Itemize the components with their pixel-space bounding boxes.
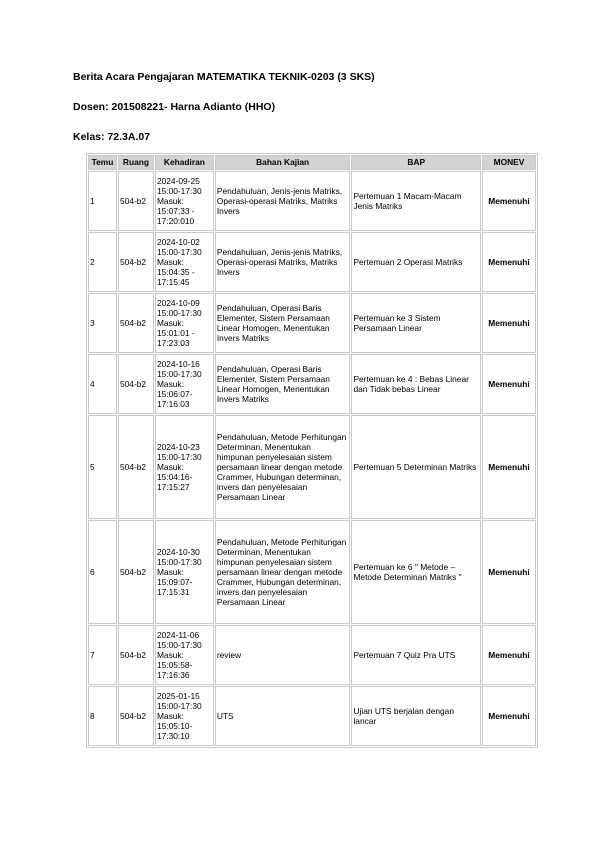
column-header-kehadiran: Kehadiran	[155, 155, 214, 170]
room-cell: 504-b2	[118, 293, 154, 353]
bap-cell: Pertemuan 5 Determinan Matriks	[351, 415, 481, 519]
class-heading: Kelas: 72.3A.07	[73, 131, 151, 143]
monev-cell: Memenuhi	[482, 171, 536, 231]
attendance-cell: 2024-10-30 15:00-17:30 Masuk: 15:09:07- 17:15:31	[155, 520, 214, 624]
monev-cell: Memenuhi	[482, 354, 536, 414]
material-cell: Pendahuluan, Jenis-jenis Matriks, Operasi-operasi Matriks, Matriks Invers	[215, 171, 351, 231]
attendance-cell: 2024-10-02 15:00-17:30 Masuk: 15:04:35 - 17:15:45	[155, 232, 214, 292]
material-cell: Pendahuluan, Metode Perhitungan Determinan, Menentukan himpunan penyelesaian sistem persamaan linear dengan metode Crammer, Hubungan determinan, invers dan penyelesaian Persamaan Linear	[215, 415, 351, 519]
material-cell: review	[215, 625, 351, 685]
bap-cell: Pertemuan ke 3 Sistem Persamaan Linear	[351, 293, 481, 353]
table-row	[88, 232, 536, 292]
attendance-cell: 2024-09-25 15:00-17:30 Masuk: 15:07:33 - 17:20:010	[155, 171, 214, 231]
bap-cell: Pertemuan 7 Quiz Pra UTS	[351, 625, 481, 685]
room-cell: 504-b2	[118, 686, 154, 746]
meeting-number-cell: 6	[88, 520, 117, 624]
table-row	[88, 686, 536, 746]
material-cell: UTS	[215, 686, 351, 746]
attendance-cell: 2024-10-16 15:00-17:30 Masuk: 15:06:07- 17:16:03	[155, 354, 214, 414]
table-row	[88, 171, 536, 231]
monev-cell: Memenuhi	[482, 232, 536, 292]
meeting-number-cell: 7	[88, 625, 117, 685]
room-cell: 504-b2	[118, 232, 154, 292]
bap-cell: Ujian UTS berjalan dengan lancar	[351, 686, 481, 746]
table-header-row	[88, 155, 536, 170]
monev-cell: Memenuhi	[482, 293, 536, 353]
column-header-bap: BAP	[351, 155, 481, 170]
bap-cell: Pertemuan ke 4 : Bebas Linear dan Tidak bebas Linear	[351, 354, 481, 414]
monev-cell: Memenuhi	[482, 686, 536, 746]
monev-cell: Memenuhi	[482, 415, 536, 519]
meeting-number-cell: 1	[88, 171, 117, 231]
room-cell: 504-b2	[118, 415, 154, 519]
bap-cell: Pertemuan 2 Operasi Matriks	[351, 232, 481, 292]
meeting-number-cell: 5	[88, 415, 117, 519]
meeting-number-cell: 2	[88, 232, 117, 292]
column-header-bahan-kajian: Bahan Kajian	[215, 155, 351, 170]
column-header-ruang: Ruang	[118, 155, 154, 170]
meeting-number-cell: 8	[88, 686, 117, 746]
table-row	[88, 293, 536, 353]
teaching-record-table	[86, 153, 538, 748]
monev-cell: Memenuhi	[482, 625, 536, 685]
room-cell: 504-b2	[118, 354, 154, 414]
table-row	[88, 415, 536, 519]
bap-cell: Pertemuan ke 6 " Metode – Metode Determinan Matriks "	[351, 520, 481, 624]
lecturer-heading: Dosen: 201508221- Harna Adianto (HHO)	[73, 101, 276, 113]
attendance-cell: 2024-11-06 15:00-17:30 Masuk: 15:05:58- 17:16:36	[155, 625, 214, 685]
attendance-cell: 2024-10-23 15:00-17:30 Masuk: 15:04:16- 17:15:27	[155, 415, 214, 519]
meeting-number-cell: 4	[88, 354, 117, 414]
material-cell: Pendahuluan, Operasi Baris Elementer, Sistem Persamaan Linear Homogen, Menentukan Invers Matriks	[215, 293, 351, 353]
bap-cell: Pertemuan 1 Macam-Macam Jenis Matriks	[351, 171, 481, 231]
room-cell: 504-b2	[118, 520, 154, 624]
room-cell: 504-b2	[118, 625, 154, 685]
attendance-cell: 2025-01-15 15:00-17:30 Masuk: 15:05:10- 17:30:10	[155, 686, 214, 746]
attendance-cell: 2024-10-09 15:00-17:30 Masuk: 15:01:01 - 17:23:03	[155, 293, 214, 353]
room-cell: 504-b2	[118, 171, 154, 231]
table-row	[88, 625, 536, 685]
material-cell: Pendahuluan, Metode Perhitungan Determinan, Menentukan himpunan penyelesaian sistem persamaan linear dengan metode Crammer, Hubungan determinan, invers dan penyelesaian Persamaan Linear	[215, 520, 351, 624]
material-cell: Pendahuluan, Operasi Baris Elementer, Sistem Persamaan Linear Homogen, Menentukan Invers Matriks	[215, 354, 351, 414]
column-header-temu: Temu	[88, 155, 117, 170]
table-row	[88, 520, 536, 624]
table-row	[88, 354, 536, 414]
monev-cell: Memenuhi	[482, 520, 536, 624]
meeting-number-cell: 3	[88, 293, 117, 353]
page-title: Berita Acara Pengajaran MATEMATIKA TEKNIK-0203 (3 SKS)	[73, 71, 375, 83]
column-header-monev: MONEV	[482, 155, 536, 170]
material-cell: Pendahuluan, Jenis-jenis Matriks, Operasi-operasi Matriks, Matriks Invers	[215, 232, 351, 292]
